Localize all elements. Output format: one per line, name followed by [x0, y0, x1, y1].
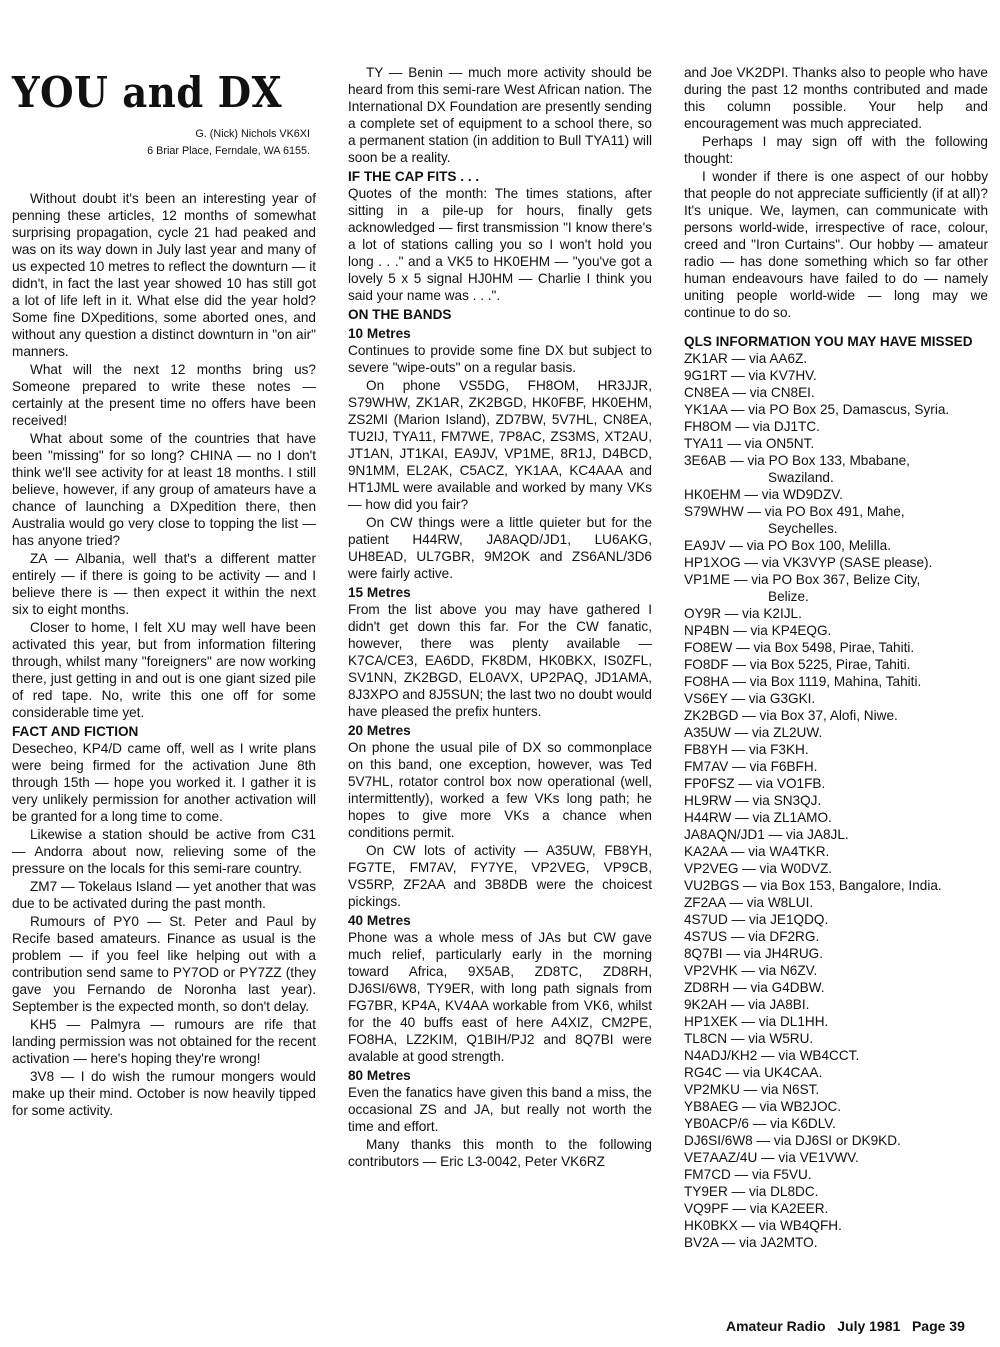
qsl-entry: [684, 605, 988, 622]
qsl-entry: [684, 758, 988, 775]
qsl-entry: [684, 554, 988, 571]
qsl-entry-text: VP1ME — via PO Box 367, Belize City,: [684, 572, 921, 587]
qsl-entry: [684, 792, 988, 809]
qsl-entry-text: ZD8RH — via G4DBW.: [684, 980, 825, 995]
paragraph: and Joe VK2DPI. Thanks also to people who have during the past 12 months contributed and made this column possible. Your help and encouragement was much appreciated.: [684, 65, 988, 131]
column-3-body: [684, 64, 988, 321]
qsl-entry-text: EA9JV — via PO Box 100, Melilla.: [684, 538, 892, 553]
qsl-entry: [684, 894, 988, 911]
qsl-entry-text: TYA11 — via ON5NT.: [684, 436, 815, 451]
paragraph: On phone the usual pile of DX so commonplace on this band, one exception, however, was Ted 5V7HL, rotator control box now operational (well, intermittently), worked a few VKs long path; he hopes to give more VKs a chance when conditions permit.: [348, 740, 652, 840]
qsl-entry-text: ZF2AA — via W8LUI.: [684, 895, 814, 910]
qsl-entry-text: FO8DF — via Box 5225, Pirae, Tahiti.: [684, 657, 911, 672]
qsl-entry: [684, 911, 988, 928]
author-line: G. (Nick) Nichols VK6XI: [195, 128, 310, 140]
qsl-entry-text: HP1XOG — via VK3VYP (SASE please).: [684, 555, 933, 570]
qsl-entry: [684, 1115, 988, 1132]
section-heading: 20 Metres: [348, 723, 411, 738]
qsl-entry: [684, 809, 988, 826]
qsl-entry: [684, 435, 988, 452]
page-footer: Amateur Radio July 1981 Page 39: [726, 1318, 965, 1334]
column-1: [12, 62, 316, 1120]
section-heading: 80 Metres: [348, 1068, 411, 1083]
paragraph: What will the next 12 months bring us? Someone prepared to write these notes — certainly at the present time no offers have been received!: [12, 362, 316, 428]
qsl-entry-text: TL8CN — via W5RU.: [684, 1031, 814, 1046]
qsl-entry: [684, 673, 988, 690]
qsl-entry: [684, 367, 988, 384]
paragraph: 3V8 — I do wish the rumour mongers would make up their mind. October is now heavily tipped for some activity.: [12, 1069, 316, 1118]
qsl-list: [684, 350, 988, 1251]
qsl-entry: [684, 1200, 988, 1217]
qsl-entry: [684, 707, 988, 724]
qsl-entry-text: VE7AAZ/4U — via VE1VWV.: [684, 1150, 859, 1165]
paragraph: Continues to provide some fine DX but subject to severe "wipe-outs" on a regular basis.: [348, 343, 652, 375]
paragraph: Phone was a whole mess of JAs but CW gave much relief, particularly early in the morning toward Africa, 9X5AB, ZD8TC, ZD8RH, DJ6SI/6W8, TY9ER, with long path signals from FG7BR, KP4A, KV4AA workable from VK6, whilst for the 40 buffs east of here A4XIZ, CM2PE, FO8HA, LZ2KIM, Q1BIH/PJ2 and 8Q7BI were avalable at good strength.: [348, 930, 652, 1064]
section-heading: ON THE BANDS: [348, 307, 452, 322]
qsl-entry-text: VP2VEG — via W0DVZ.: [684, 861, 833, 876]
address-line: 6 Briar Place, Ferndale, WA 6155.: [147, 145, 310, 157]
qsl-entry-text: ZK2BGD — via Box 37, Alofi, Niwe.: [684, 708, 898, 723]
qsl-entry-text: A35UW — via ZL2UW.: [684, 725, 823, 740]
column-2: [348, 64, 652, 1171]
qsl-entry: [684, 724, 988, 741]
paragraph: TY — Benin — much more activity should be heard from this semi-rare West African nation. The International DX Foundation are presently sending a complete set of equipment to a school there, so a permanent station (in addition to Bull TYA11) will soon be a reality.: [348, 65, 652, 165]
qsl-entry: [684, 639, 988, 656]
paragraph: ZM7 — Tokelaus Island — yet another that was due to be activated during the past month.: [12, 879, 316, 911]
qsl-entry-text: HK0BKX — via WB4QFH.: [684, 1218, 842, 1233]
column-3: [684, 64, 988, 1251]
qsl-entry: [684, 843, 988, 860]
paragraph: Without doubt it's been an interesting year of penning these articles, 12 months of somewhat surprising propagation, cycle 21 had peaked and was on its way down in July last year and many of us expected 10 metres to reflect the downturn — it didn't, in fact the last year showed 10 has still got a lot of life left in it. What else did the year hold? Some fine DXpeditions, some aborted ones, and without any question a distinct downturn in "on air" manners.: [12, 191, 316, 359]
paragraph: Closer to home, I felt XU may well have been activated this year, but from information filtering through, whilst many "foreigners" are now working there, just getting in and out is one giant sized pile of red tape. No, write this one off for some considerable time yet.: [12, 620, 316, 720]
qsl-entry-continuation: Swaziland.: [768, 470, 834, 485]
qsl-entry: [684, 690, 988, 707]
section-heading: 40 Metres: [348, 913, 411, 928]
qsl-entry-text: FH8OM — via DJ1TC.: [684, 419, 820, 434]
qsl-entry: [684, 452, 988, 486]
qsl-entry: [684, 401, 988, 418]
qsl-entry-text: VP2MKU — via N6ST.: [684, 1082, 820, 1097]
qsl-entry: [684, 1064, 988, 1081]
qsl-entry-text: H44RW — via ZL1AMO.: [684, 810, 832, 825]
qsl-entry-text: 4S7US — via DF2RG.: [684, 929, 820, 944]
paragraph: Even the fanatics have given this band a miss, the occasional ZS and JA, but really not worth the time and effort.: [348, 1085, 652, 1134]
qsl-entry-text: FB8YH — via F3KH.: [684, 742, 809, 757]
qsl-entry: [684, 945, 988, 962]
qsl-entry-text: 9G1RT — via KV7HV.: [684, 368, 817, 383]
paragraph: On CW things were a little quieter but for the patient H44RW, JA8AQD/JD1, LU6AKG, UH8EAD, UL7GBR, 9M2OK and ZS6ANL/3D6 were fairly active.: [348, 515, 652, 581]
qsl-entry-text: VQ9PF — via KA2EER.: [684, 1201, 829, 1216]
qsl-entry: [684, 622, 988, 639]
qsl-entry-text: FO8HA — via Box 1119, Mahina, Tahiti.: [684, 674, 922, 689]
paragraph: KH5 — Palmyra — rumours are rife that landing permission was not obtained for the recent activation — here's hoping they're wrong!: [12, 1017, 316, 1066]
qsl-entry: [684, 571, 988, 605]
qsl-entry-text: JA8AQN/JD1 — via JA8JL.: [684, 827, 849, 842]
paragraph: ZA — Albania, well that's a different matter entirely — if there is going to be activity — and I believe there is — then expect it within the next six to eight months.: [12, 551, 316, 617]
paragraph: Likewise a station should be active from C31 — Andorra about now, relieving some of the pressure on the locals for this semi-rare country.: [12, 827, 316, 876]
qsl-entry-text: VP2VHK — via N6ZV.: [684, 963, 818, 978]
paragraph: Desecheo, KP4/D came off, well as I write plans were being firmed for the activation June 8th through 15th — hope you worked it. I gather it is very unlikely permission for another activation will be granted for a long time to come.: [12, 741, 316, 824]
qsl-entry: [684, 1183, 988, 1200]
column-1-body: [12, 190, 316, 1119]
qsl-entry: [684, 928, 988, 945]
qsl-entry-continuation: Seychelles.: [768, 521, 838, 536]
qsl-entry-text: HK0EHM — via WD9DZV.: [684, 487, 843, 502]
qsl-entry-text: YB8AEG — via WB2JOC.: [684, 1099, 842, 1114]
qsl-entry-text: FP0FSZ — via VO1FB.: [684, 776, 826, 791]
qsl-entry: [684, 979, 988, 996]
qsl-entry-text: YK1AA — via PO Box 25, Damascus, Syria.: [684, 402, 950, 417]
section-heading: 15 Metres: [348, 585, 411, 600]
section-heading: FACT AND FICTION: [12, 724, 139, 739]
qsl-entry-text: YB0ACP/6 — via K6DLV.: [684, 1116, 836, 1131]
qsl-entry-text: S79WHW — via PO Box 491, Mahe,: [684, 504, 905, 519]
qsl-entry-continuation: Belize.: [768, 589, 809, 604]
section-heading: IF THE CAP FITS . . .: [348, 169, 480, 184]
qsl-entry: [684, 826, 988, 843]
qsl-entry: [684, 1234, 988, 1251]
qsl-entry: [684, 537, 988, 554]
qsl-entry: [684, 350, 988, 367]
qsl-entry: [684, 1166, 988, 1183]
qsl-entry: [684, 1098, 988, 1115]
article-title: YOU and DX: [12, 68, 283, 117]
qsl-entry-text: HP1XEK — via DL1HH.: [684, 1014, 829, 1029]
paragraph: Perhaps I may sign off with the following thought:: [684, 134, 988, 166]
section-heading: 10 Metres: [348, 326, 411, 341]
column-2-body: [348, 64, 652, 1170]
paragraph: Many thanks this month to the following contributors — Eric L3-0042, Peter VK6RZ: [348, 1137, 652, 1169]
qsl-entry: [684, 1030, 988, 1047]
paragraph: What about some of the countries that have been "missing" for so long? CHINA — no I don't think we'll see activity for at least 18 months. I still believe, however, if any group of amateurs have a chance of launching a DXpedition there, then Australia would go very close to topping the list — has anyone tried?: [12, 431, 316, 548]
paragraph: Quotes of the month: The times stations, after sitting in a pile-up for hours, finally gets acknowledged — first transmission "I know there's a lot of stations calling you so I won't hold you long . . ." and a VK5 to HK0EHM — "you've got a lovely 5 x 5 signal HJ0HM — Charlie I think you said your name was . . .".: [348, 186, 652, 303]
qsl-entry: [684, 1013, 988, 1030]
qsl-entry-text: BV2A — via JA2MTO.: [684, 1235, 818, 1250]
qsl-entry-text: VS6EY — via G3GKI.: [684, 691, 816, 706]
qsl-entry-text: TY9ER — via DL8DC.: [684, 1184, 819, 1199]
qsl-entry-text: FO8EW — via Box 5498, Pirae, Tahiti.: [684, 640, 915, 655]
paragraph: From the list above you may have gathered I didn't get down this far. For the CW fanatic, however, there was plenty available — K7CA/CE3, EA6DD, FK8DM, HK0BKX, IS0ZFL, SV1NN, ZK2BGD, EL0AVX, UP2PAQ, JD1AMA, 8J3XPO and 8J5SUN; the last two no doubt would have pleased the prefix hunters.: [348, 602, 652, 719]
qsl-entry: [684, 418, 988, 435]
qsl-entry-text: 3E6AB — via PO Box 133, Mbabane,: [684, 453, 910, 468]
qsl-entry: [684, 962, 988, 979]
qsl-entry-text: NP4BN — via KP4EQG.: [684, 623, 832, 638]
qsl-entry: [684, 486, 988, 503]
qsl-entry: [684, 503, 988, 537]
paragraph: Rumours of PY0 — St. Peter and Paul by Recife based amateurs. Finance as usual is the problem — if you feel like helping out with a contribution send same to PY7OD or PY7ZZ (they gave you Fernando de Noronha last year). September is the expected month, so don't delay.: [12, 914, 316, 1014]
qsl-entry: [684, 996, 988, 1013]
qsl-heading: QLS INFORMATION YOU MAY HAVE MISSED: [684, 334, 973, 349]
qsl-entry: [684, 741, 988, 758]
qsl-entry: [684, 877, 988, 894]
qsl-entry-text: FM7AV — via F6BFH.: [684, 759, 818, 774]
qsl-entry-text: OY9R — via K2IJL.: [684, 606, 802, 621]
qsl-entry: [684, 656, 988, 673]
qsl-entry: [684, 860, 988, 877]
qsl-entry-text: HL9RW — via SN3QJ.: [684, 793, 822, 808]
paragraph: On phone VS5DG, FH8OM, HR3JJR, S79WHW, ZK1AR, ZK2BGD, HK0FBF, HK0EHM, ZS2MI (Marion Island), ZD7BW, 5V7HL, CN8EA, TU2IJ, TYA11, FM7WE, 7P8AC, ZS3MS, XT2AU, JT1AN, JT1KAI, EA9JV, VP1ME, 8R1J, D4BCD, 9N1MM, EL2AK, C5ACZ, YK1AA, KC4AAA and HT1JML were available and worked by many VKs — how did you fair?: [348, 378, 652, 512]
qsl-entry-text: 8Q7BI — via JH4RUG.: [684, 946, 823, 961]
qsl-entry-text: DJ6SI/6W8 — via DJ6SI or DK9KD.: [684, 1133, 901, 1148]
qsl-entry: [684, 775, 988, 792]
qsl-entry-text: FM7CD — via F5VU.: [684, 1167, 812, 1182]
qsl-entry: [684, 1132, 988, 1149]
qsl-entry: [684, 1149, 988, 1166]
qsl-entry: [684, 384, 988, 401]
qsl-entry: [684, 1081, 988, 1098]
paragraph: I wonder if there is one aspect of our hobby that people do not appreciate sufficiently (if at all)? It's unique. We, laymen, can communicate with persons world-wide, irrespective of race, colour, creed and "Iron Curtains". Our hobby — amateur radio — has done something which so far other human endeavours have failed to do — namely uniting people world-wide — long may we continue to do so.: [684, 169, 988, 320]
qsl-entry-text: KA2AA — via WA4TKR.: [684, 844, 830, 859]
qsl-entry-text: VU2BGS — via Box 153, Bangalore, India.: [684, 878, 942, 893]
paragraph: On CW lots of activity — A35UW, FB8YH, FG7TE, FM7AV, FY7YE, VP2VEG, VP9CB, VS5RP, ZF2AA and 3B8DB were the choicest pickings.: [348, 843, 652, 909]
qsl-entry-text: ZK1AR — via AA6Z.: [684, 351, 808, 366]
qsl-entry-text: 4S7UD — via JE1QDQ.: [684, 912, 829, 927]
qsl-entry-text: RG4C — via UK4CAA.: [684, 1065, 823, 1080]
qsl-entry: [684, 1047, 988, 1064]
qsl-entry: [684, 1217, 988, 1234]
qsl-entry-text: 9K2AH — via JA8BI.: [684, 997, 810, 1012]
qsl-entry-text: CN8EA — via CN8EI.: [684, 385, 815, 400]
qsl-entry-text: N4ADJ/KH2 — via WB4CCT.: [684, 1048, 860, 1063]
